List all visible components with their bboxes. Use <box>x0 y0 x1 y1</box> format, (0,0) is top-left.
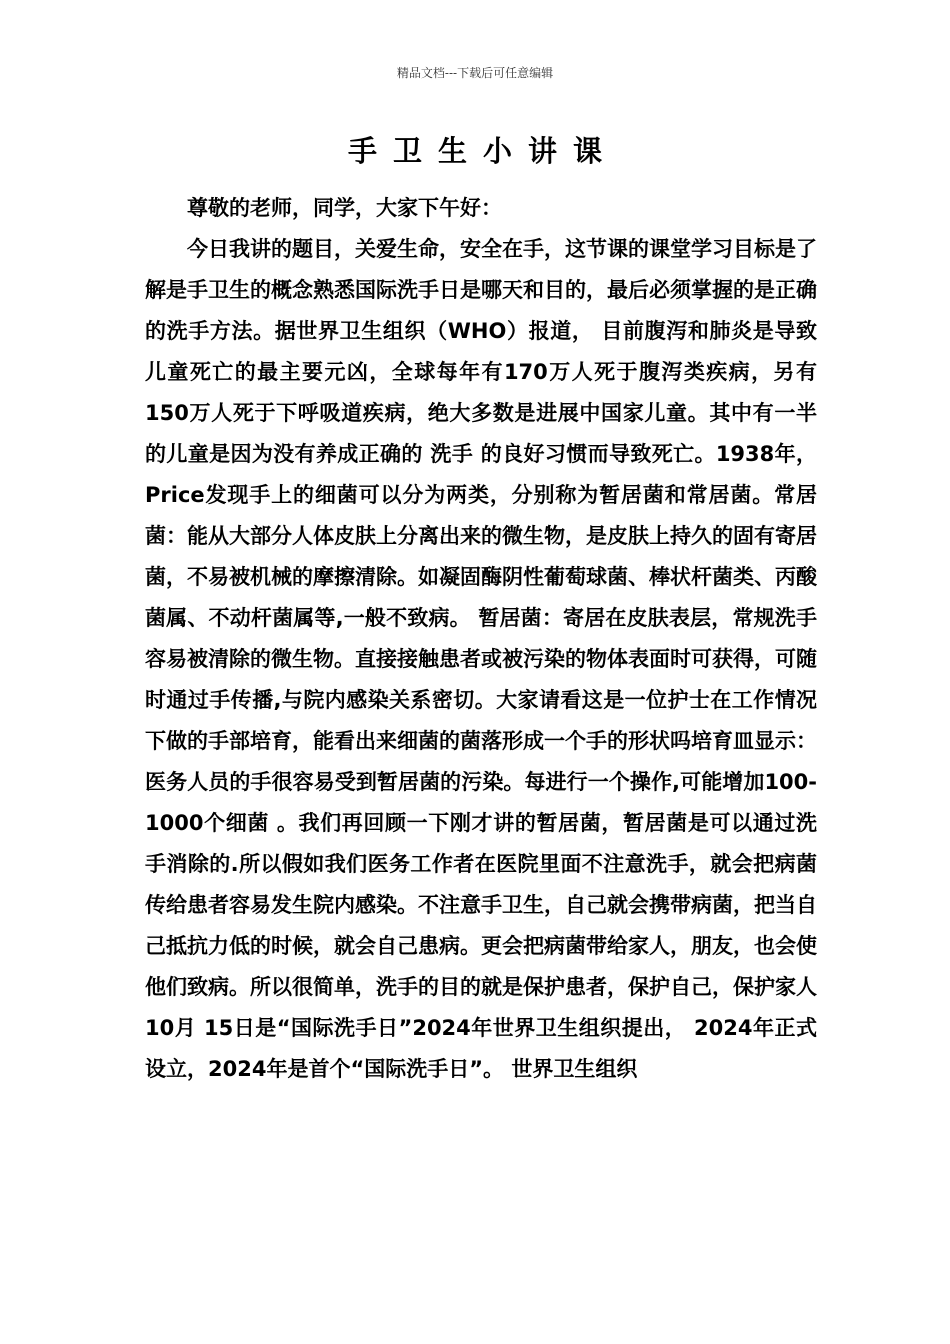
body-paragraph: 今日我讲的题目，关爱生命，安全在手，这节课的课堂学习目标是了解是手卫生的概念熟悉国际洗手日是哪天和目的，最后必须掌握的是正确的洗手方法。据世界卫生组织（WHO）报道， 目前腹泻和肺炎是导致儿童死亡的最主要元凶，全球每年有170万人死于腹泻类疾病，另有150万人死于下呼吸道疾病，绝大多数是进展中国家儿童。其中有一半的儿童是因为没有养成正确的 洗手 的良好习惯而导致死亡。1938年，Price发现手上的细菌可以分为两类，分别称为暂居菌和常居菌。常居菌：能从大部分人体皮肤上分离出来的微生物，是皮肤上持久的固有寄居菌，不易被机械的摩擦清除。如凝固酶阴性葡萄球菌、棒状杆菌类、丙酸菌属、不动杆菌属等,一般不致病。 暂居菌：寄居在皮肤表层，常规洗手容易被清除的微生物。直接接触患者或被污染的物体表面时可获得，可随时通过手传播,与院内感染关系密切。大家请看这是一位护士在工作情况下做的手部培育，能看出来细菌的菌落形成一个手的形状吗培育皿显示： 医务人员的手很容易受到暂居菌的污染。每进行一个操作,可能增加100-1000个细菌 。我们再回顾一下刚才讲的暂居菌，暂居菌是可以通过洗手消除的.所以假如我们医务工作者在医院里面不注意洗手，就会把病菌传给患者容易发生院内感染。不注意手卫生，自己就会携带病菌，把当自己抵抗力低的时候，就会自己患病。更会把病菌带给家人，朋友，也会使他们致病。所以很简单，洗手的目的就是保护患者，保护自己，保护家人10月 15日是“国际洗手日”2024年世界卫生组织提出， 2024年正式设立，2024年是首个“国际洗手日”。 世界卫生组织 <box>145 237 817 1081</box>
greeting-paragraph: 尊敬的老师，同学，大家下午好： <box>187 196 502 220</box>
document-body <box>145 188 817 1090</box>
page-header: 精品文档---下载后可任意编辑 <box>396 66 554 80</box>
document-title: 手卫生小讲课 <box>347 134 618 168</box>
